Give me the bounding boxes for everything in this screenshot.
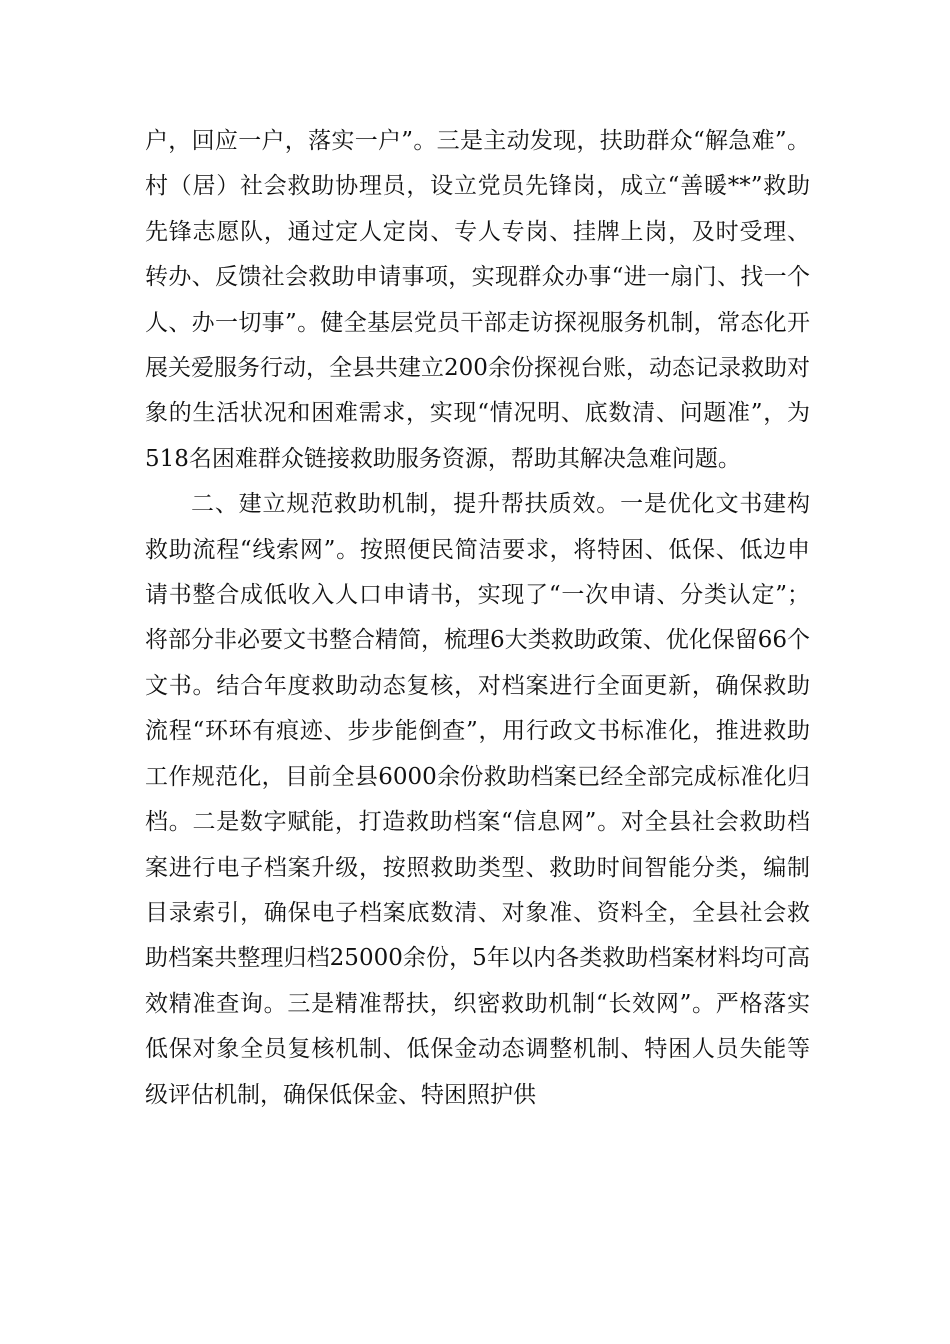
paragraph-continued: 户，回应一户，落实一户”。三是主动发现，扶助群众“解急难”。村（居）社会救助协理员，设立党员先锋岗，成立“善暖**”救助先锋志愿队，通过定人定岗、专人专岗、挂牌上岗，及时受理、转办、反馈社会救助申请事项，实现群众办事“进一扇门、找一个人、办一切事”。健全基层党员干部走访探视服务机制，常态化开展关爱服务行动，全县共建立200余份探视台账，动态记录救助对象的生活状况和困难需求，实现“情况明、底数清、问题准”，为518名困难群众链接救助服务资源，帮助其解决急难问题。 bbox=[145, 128, 810, 472]
document-body bbox=[145, 119, 810, 1118]
paragraph-section-two: 二、建立规范救助机制，提升帮扶质效。一是优化文书建构救助流程“线索网”。按照便民简洁要求，将特困、低保、低边申请书整合成低收入人口申请书，实现了“一次申请、分类认定”；将部分非必要文书整合精简，梳理6大类救助政策、优化保留66个文书。结合年度救助动态复核，对档案进行全面更新，确保救助流程“环环有痕迹、步步能倒查”，用行政文书标准化，推进救助工作规范化，目前全县6000余份救助档案已经全部完成标准化归档。二是数字赋能，打造救助档案“信息网”。对全县社会救助档案进行电子档案升级，按照救助类型、救助时间智能分类，编制目录索引，确保电子档案底数清、对象准、资料全，全县社会救助档案共整理归档25000余份，5年以内各类救助档案材料均可高效精准查询。三是精准帮扶，织密救助机制“长效网”。严格落实低保对象全员复核机制、低保金动态调整机制、特困人员失能等级评估机制，确保低保金、特困照护供 bbox=[145, 491, 810, 1108]
